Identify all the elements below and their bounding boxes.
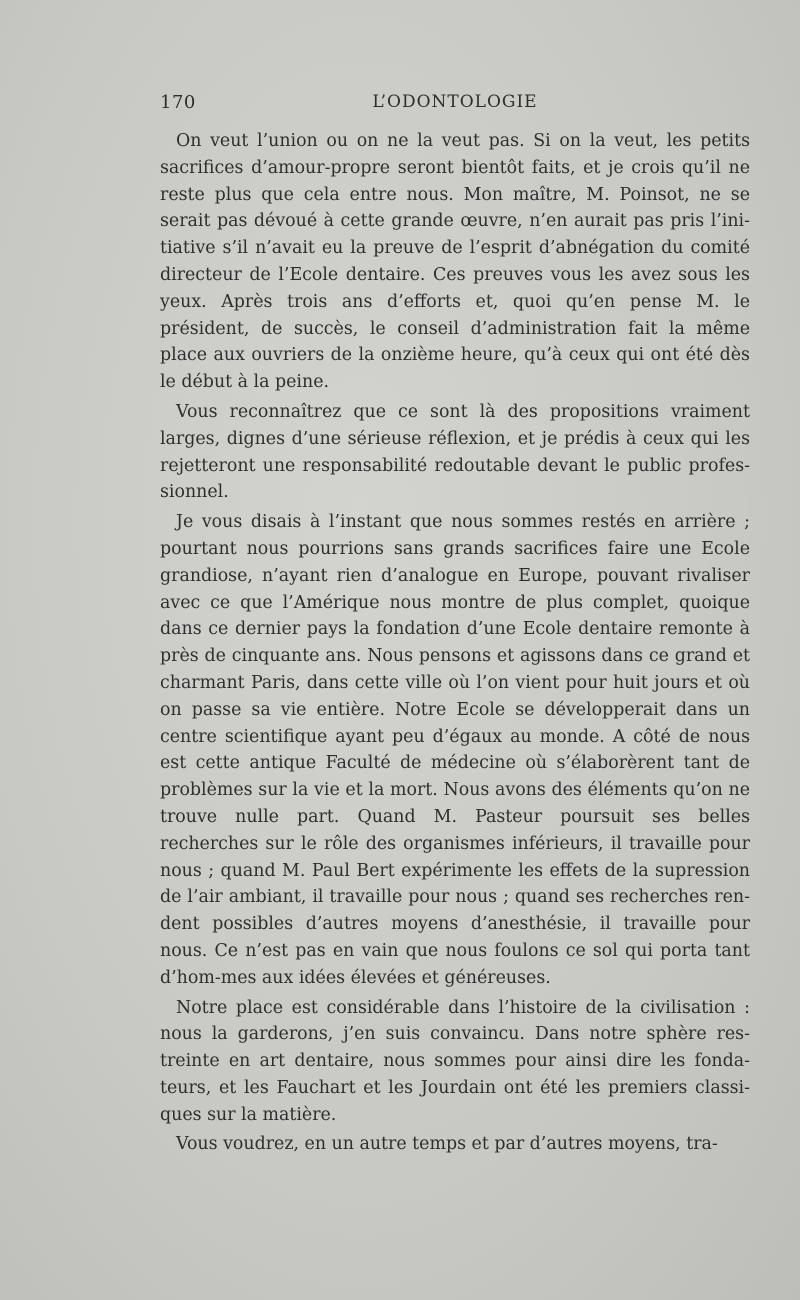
paragraph-civilisation: Notre place est considérable dans l’histoire de la civilisation : nous la garderons, j’en suis convaincu. Dans notre sphère res-treinte en art dentaire, nous sommes pour ainsi dire les fonda-teurs, et les Fauchart et les Jourdain ont été les premiers classi-ques sur la matière.	[160, 997, 750, 1125]
paragraph-closing-fragment: Vous voudrez, en un autre temps et par d’autres moyens, tra-	[176, 1134, 718, 1155]
page-number: 170	[160, 92, 196, 113]
running-head	[160, 92, 750, 118]
paragraph-ecole-grandiose: Je vous disais à l’instant que nous sommes restés en arrière ; pourtant nous pourrions sans grands sacrifices faire une Ecole grandiose, n’ayant rien d’analogue en Europe, pouvant rivaliser avec ce que l’Amérique nous montre de plus complet, quoique dans ce dernier pays la fondation d’une Ecole dentaire remonte à près de cinquante ans. Nous pensons et agissons dans ce grand et charmant Paris, dans cette ville où l’on vient pour huit jours et où on passe sa vie entière. Notre Ecole se développerait dans un centre scientifique ayant peu d’égaux au monde. A côté de nous est cette antique Faculté de médecine où s’élaborèrent tant de problèmes sur la vie et la mort. Nous avons des éléments qu’on ne trouve nulle part. Quand M. Pasteur poursuit ses belles recherches sur le rôle des organismes inférieurs, il travaille pour nous ; quand M. Paul Bert expérimente les effets de la supression de l’air ambiant, il travaille pour nous ; quand ses recherches ren-dent possibles d’autres moyens d’anesthésie, il travaille pour nous. Ce n’est pas en vain que nous foulons ce sol qui porta tant d’hom-mes aux idées élevées et généreuses.	[160, 512, 750, 988]
paragraph-union: On veut l’union ou on ne la veut pas. Si on la veut, les petits sacrifices d’amour-propre seront bientôt faits, et je crois qu’il ne reste plus que cela entre nous. Mon maître, M. Poinsot, ne se serait pas dévoué à cette grande œuvre, n’en aurait pas pris l’ini-tiative s’il n’avait eu la preuve de l’esprit d’abnégation du comité directeur de l’Ecole dentaire. Ces preuves vous les avez sous les yeux. Après trois ans d’efforts et, quoi qu’en pense M. le président, de succès, le conseil d’administration fait la même place aux ouvriers de la onzième heure, qu’à ceux qui ont été dès le début à la peine.	[160, 131, 750, 393]
paragraph-propositions: Vous reconnaîtrez que ce sont là des propositions vraiment larges, dignes d’une sérieuse réflexion, et je prédis à ceux qui les rejetteront une responsabilité redoutable devant le public profes-sionnel.	[160, 401, 750, 503]
body-text	[160, 128, 750, 1158]
journal-title: L’ODONTOLOGIE	[372, 92, 538, 112]
